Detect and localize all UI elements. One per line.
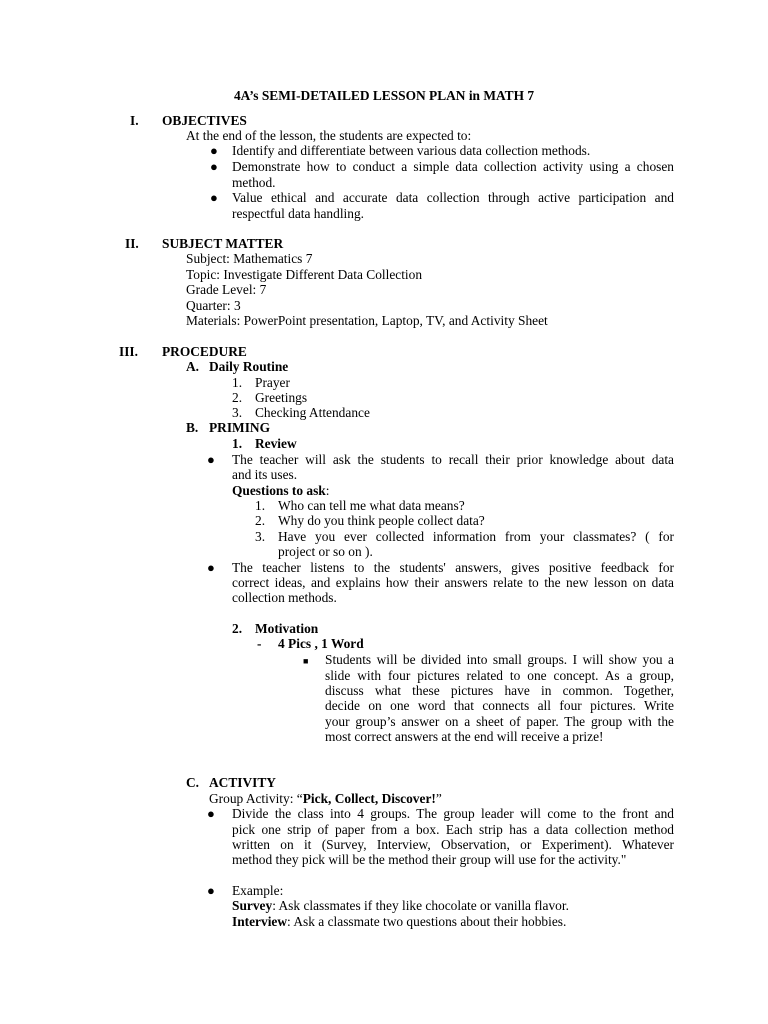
game-instructions: Students will be divided into small groups. I will show you a (325, 652, 674, 667)
daily-routine-heading: Daily Routine (209, 359, 289, 374)
subject-matter-heading: SUBJECT MATTER (162, 236, 284, 251)
review-text-cont: and its uses. (232, 467, 298, 482)
feedback-text: The teacher listens to the students' answers, gives positive feedback for (232, 560, 674, 575)
quarter-line: Quarter: 3 (186, 298, 241, 313)
bullet-icon: ● (210, 159, 218, 174)
objective-item: Identify and differentiate between various data collection methods. (232, 143, 591, 158)
routine-item: Greetings (255, 390, 308, 405)
feedback-text: correct ideas, and explains how their answers relate to the new lesson on data (232, 575, 674, 590)
bullet-icon: ● (207, 883, 215, 898)
bullet-icon: ● (210, 190, 218, 205)
objective-item: Demonstrate how to conduct a simple data collection activity using a chosen (232, 159, 674, 174)
activity-instructions-end: method they pick will be the method their group will use for the activity." (232, 852, 627, 867)
bullet-icon: ● (210, 143, 218, 158)
subsection-label-a: A. (186, 359, 200, 374)
game-instructions: decide on one word that connects all four pictures. Write (325, 698, 674, 713)
document-title: 4A’s SEMI-DETAILED LESSON PLAN in MATH 7 (233, 88, 535, 103)
activity-heading: ACTIVITY (209, 775, 276, 790)
square-bullet-icon: ■ (303, 656, 309, 666)
subject-line: Subject: Mathematics 7 (186, 251, 313, 266)
game-instructions: slide with four pictures related to one concept. As a group, (325, 668, 674, 683)
question-item: Who can tell me what data means? (278, 498, 465, 513)
bullet-icon: ● (207, 452, 215, 467)
feedback-text-cont: collection methods. (232, 590, 337, 605)
routine-item: Prayer (255, 375, 290, 390)
subsection-label-b: B. (186, 420, 199, 435)
priming-heading: PRIMING (209, 420, 270, 435)
routine-item: Checking Attendance (255, 405, 370, 420)
activity-instructions: Divide the class into 4 groups. The group leader will come to the front and (232, 806, 674, 821)
question-number: 2. (255, 513, 266, 528)
routine-number: 3. (232, 405, 243, 420)
review-heading: Review (255, 436, 297, 451)
section-number-subject: II. (125, 236, 139, 251)
group-activity-line: Group Activity: “Pick, Collect, Discover!” (209, 791, 442, 806)
routine-number: 1. (232, 375, 243, 390)
procedure-heading: PROCEDURE (162, 344, 247, 359)
question-item-cont: project or so on ). (278, 544, 373, 559)
materials-line: Materials: PowerPoint presentation, Laptop, TV, and Activity Sheet (186, 313, 548, 328)
activity-instructions: written on it (Survey, Interview, Observation, or Experiment). Whatever (232, 837, 674, 852)
subsection-label-c: C. (186, 775, 200, 790)
section-number-objectives: I. (130, 113, 139, 128)
game-instructions: your group’s answer on a sheet of paper. The group with the (325, 714, 674, 729)
example-interview: Interview: Ask a classmate two questions about their hobbies. (232, 914, 567, 929)
section-number-procedure: III. (119, 344, 138, 359)
game-title: 4 Pics , 1 Word (278, 636, 364, 651)
motivation-number: 2. (232, 621, 243, 636)
question-item: Have you ever collected information from your classmates? ( for (278, 529, 674, 544)
question-number: 1. (255, 498, 266, 513)
bullet-icon: ● (207, 806, 215, 821)
topic-line: Topic: Investigate Different Data Collection (186, 267, 423, 282)
objective-item: Value ethical and accurate data collection through active participation and (232, 190, 674, 205)
objectives-heading: OBJECTIVES (162, 113, 247, 128)
review-text: The teacher will ask the students to recall their prior knowledge about data (232, 452, 674, 467)
routine-number: 2. (232, 390, 243, 405)
objective-item-cont: respectful data handling. (232, 206, 364, 221)
game-instructions: discuss what these pictures have in common. Together, (325, 683, 674, 698)
dash-marker: - (257, 636, 262, 651)
bullet-icon: ● (207, 560, 215, 575)
questions-label: Questions to ask: (232, 483, 330, 498)
objective-item-cont: method. (232, 175, 276, 190)
activity-instructions: pick one strip of paper from a box. Each strip has a data collection method (232, 822, 674, 837)
motivation-heading: Motivation (255, 621, 319, 636)
game-instructions-end: most correct answers at the end will receive a prize! (325, 729, 604, 744)
review-number: 1. (232, 436, 243, 451)
example-survey: Survey: Ask classmates if they like chocolate or vanilla flavor. (232, 898, 569, 913)
grade-level-line: Grade Level: 7 (186, 282, 267, 297)
objectives-intro: At the end of the lesson, the students are expected to: (186, 128, 472, 143)
question-number: 3. (255, 529, 266, 544)
question-item: Why do you think people collect data? (278, 513, 485, 528)
example-label: Example: (232, 883, 284, 898)
